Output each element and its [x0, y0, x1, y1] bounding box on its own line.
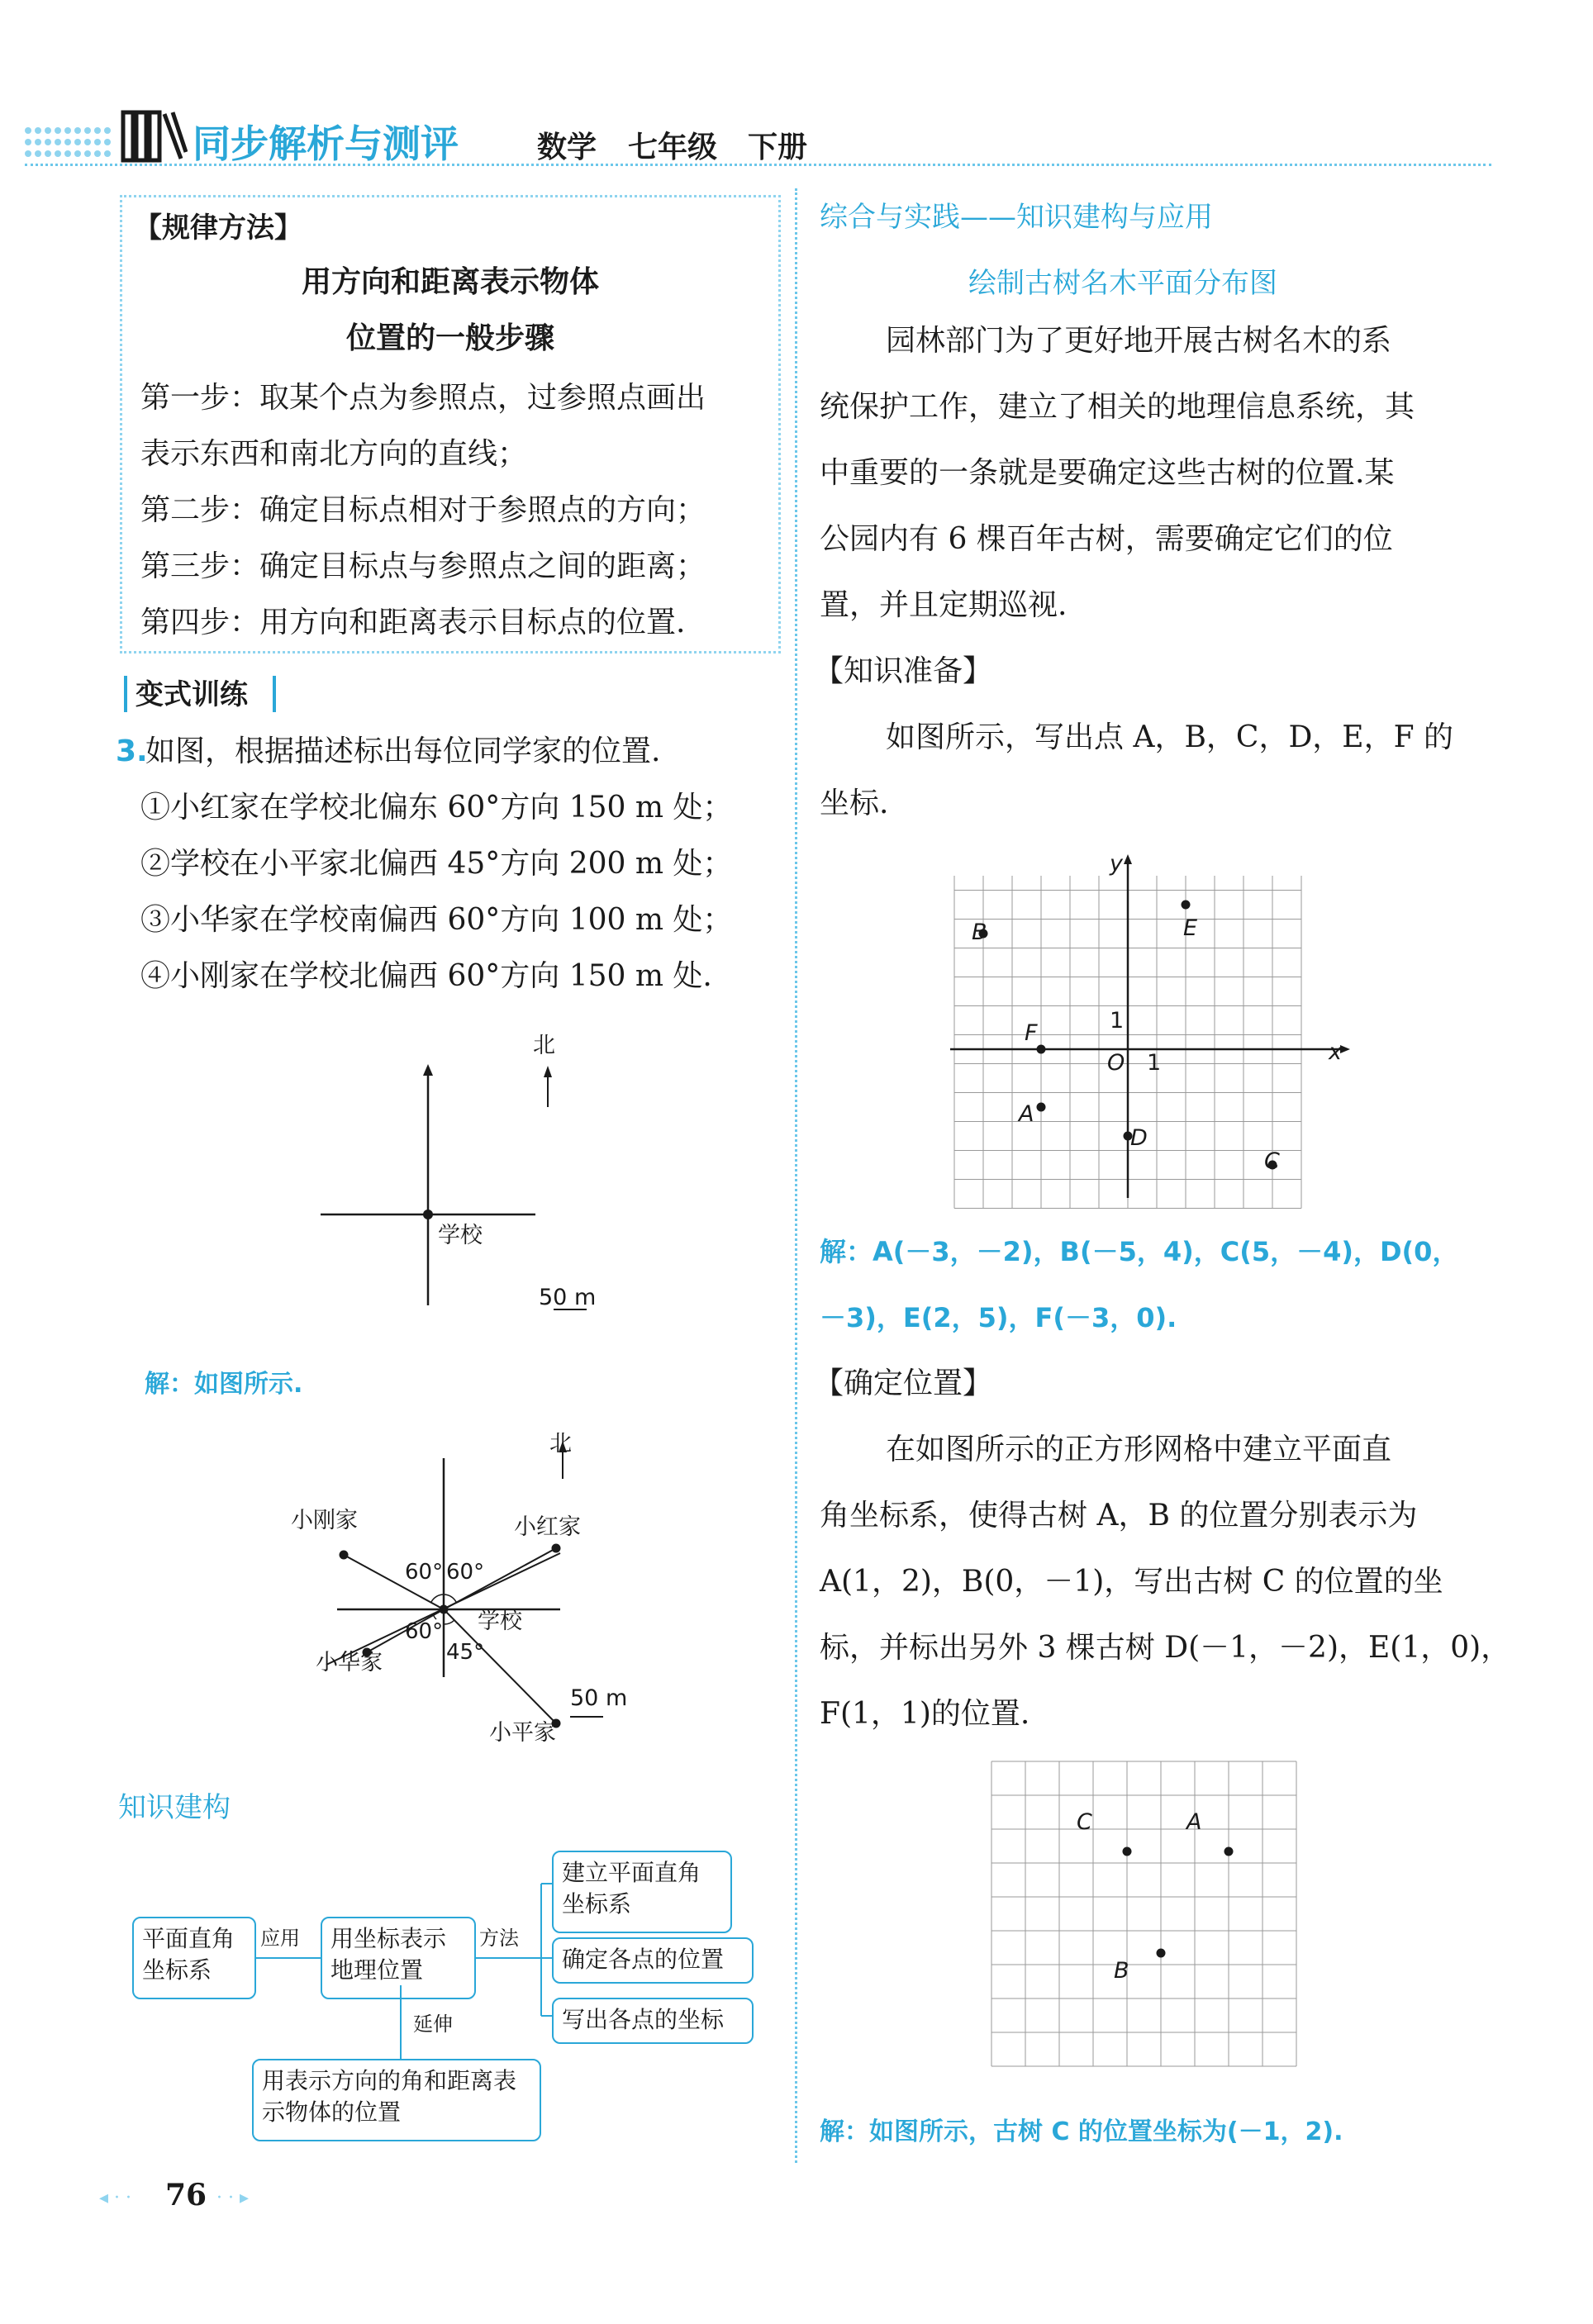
header-dots-decoration	[23, 124, 114, 160]
page-number-decoration-right: · · ▸	[216, 2188, 250, 2208]
node-method-3: 写出各点的坐标	[552, 1998, 754, 2044]
edge-extend-label: 延伸	[413, 2013, 453, 2036]
xiaohong-label: 小红家	[514, 1514, 581, 1540]
graph2-point-A	[1224, 1847, 1234, 1856]
method-title-line1: 用方向和距离表示物体	[301, 265, 599, 299]
column-divider	[795, 188, 797, 2163]
practice-intro-5: 置，并且定期巡视.	[820, 588, 1068, 622]
graph1-label-F: F	[1025, 1020, 1038, 1046]
xiaogang-point	[340, 1551, 349, 1560]
graph2-label-A: A	[1186, 1809, 1202, 1835]
method-title-line2: 位置的一般步骤	[345, 321, 554, 355]
edge-apply-label: 应用	[260, 1927, 300, 1950]
question-item-2: ②学校在小平家北偏西 45°方向 200 m 处；	[140, 847, 733, 881]
practice-intro-3: 中重要的一条就是要确定这些古树的位置.某	[820, 456, 1395, 490]
xiaogang-label: 小刚家	[291, 1508, 358, 1533]
node-geo-position: 用坐标表示地理位置	[321, 1917, 476, 1999]
method-step1b: 表示东西和南北方向的直线；	[140, 437, 528, 471]
graph1-label-C: C	[1264, 1148, 1280, 1174]
page-number: 76	[165, 2178, 207, 2212]
pos-text-5: F(1，1)的位置.	[820, 1697, 1030, 1731]
answer1-line1: 解：A(－3，－2)，B(－5，4)，C(5，－4)，D(0，	[820, 1236, 1459, 1267]
graph2-point-C	[1123, 1847, 1132, 1856]
practice-intro-1: 园林部门为了更好地开展古树名木的系	[886, 324, 1392, 358]
variant-answer: 解：如图所示.	[145, 1370, 303, 1399]
node-method-2: 确定各点的位置	[552, 1937, 754, 1984]
xiaohua-label: 小华家	[316, 1650, 383, 1675]
school-point	[440, 1605, 449, 1614]
method-heading: 【规律方法】	[134, 211, 302, 245]
angle-arc-se	[444, 1620, 454, 1624]
question-item-1: ①小红家在学校北偏东 60°方向 150 m 处；	[140, 791, 733, 825]
graph2-point-B	[1157, 1949, 1166, 1958]
pos-text-4: 标，并标出另外 3 棵古树 D(－1，－2)，E(1，0)，	[820, 1631, 1511, 1665]
method-step3: 第三步：确定目标点与参照点之间的距离；	[140, 549, 706, 583]
north-arrow-icon	[544, 1066, 552, 1077]
angle-label-sw: 60°	[405, 1619, 444, 1644]
graph1-label-B: B	[972, 920, 987, 945]
prep-text-1: 如图所示，写出点 A，B，C，D，E，F 的	[886, 720, 1454, 754]
fig2-school-label: 学校	[478, 1609, 522, 1634]
node-method-1: 建立平面直角坐标系	[552, 1851, 732, 1933]
question-item-4: ④小刚家在学校北偏西 60°方向 150 m 处.	[140, 959, 712, 993]
coordinate-graph-1	[950, 851, 1355, 1214]
question-text: 如图，根据描述标出每位同学家的位置.	[145, 734, 661, 768]
graph1-label-E: E	[1183, 915, 1198, 941]
graph1-y-label: y	[1110, 851, 1123, 877]
practice-title: 绘制古树名木平面分布图	[968, 267, 1277, 300]
answer1-line2: －3)，E(2，5)，F(－3，0).	[820, 1302, 1177, 1333]
graph1-point-E	[1182, 901, 1191, 910]
books-logo-icon	[120, 106, 188, 164]
xiaohong-point	[552, 1544, 561, 1553]
graph1-one-x: 1	[1147, 1050, 1162, 1076]
pos-heading: 【确定位置】	[814, 1366, 993, 1400]
practice-intro-4: 公园内有 6 棵百年古树，需要确定它们的位	[820, 522, 1393, 556]
fig1-scale-label: 50 m	[539, 1285, 597, 1310]
node-direction-distance: 用表示方向的角和距离表示物体的位置	[252, 2059, 541, 2141]
pos-text-2: 角坐标系，使得古树 A，B 的位置分别表示为	[820, 1499, 1418, 1533]
series-title: 同步解析与测评	[193, 121, 459, 166]
xiaoping-label: 小平家	[489, 1720, 556, 1746]
graph1-origin-label: O	[1107, 1050, 1125, 1076]
graph1-x-label: x	[1329, 1039, 1342, 1065]
knowledge-heading: 知识建构	[118, 1791, 231, 1824]
fig2-north-label: 北	[549, 1431, 572, 1457]
answer2: 解：如图所示，古树 C 的位置坐标为(－1，2).	[820, 2117, 1343, 2146]
graph1-label-D: D	[1130, 1125, 1148, 1151]
variant-heading: 变式训练	[136, 678, 248, 711]
prep-heading: 【知识准备】	[814, 654, 993, 688]
question-item-3: ③小华家在学校南偏西 60°方向 100 m 处；	[140, 903, 733, 937]
method-step2: 第二步：确定目标点相对于参照点的方向；	[140, 493, 706, 527]
angle-label-ne: 60°	[446, 1560, 485, 1585]
variant-bar-right	[273, 676, 276, 712]
pos-text-1: 在如图所示的正方形网格中建立平面直	[886, 1433, 1392, 1466]
school-point	[423, 1210, 433, 1219]
tree-grid-graph	[988, 1758, 1302, 2072]
practice-intro-2: 统保护工作，建立了相关的地理信息系统，其	[820, 390, 1415, 424]
header-rule	[25, 164, 1491, 166]
variant-bar-left	[124, 676, 127, 712]
practice-heading: 综合与实践——知识建构与应用	[820, 201, 1213, 234]
angle-label-nw: 60°	[405, 1560, 444, 1585]
y-axis-arrow-icon	[1124, 854, 1132, 864]
node-coordinate-system: 平面直角坐标系	[132, 1917, 256, 1999]
fig1-school-label: 学校	[438, 1223, 483, 1248]
grade-label: 七年级	[628, 131, 718, 164]
fig2-scale-label: 50 m	[570, 1685, 628, 1711]
graph2-label-C: C	[1077, 1809, 1092, 1835]
ns-arrow-icon	[423, 1064, 433, 1076]
graph1-label-A: A	[1019, 1101, 1034, 1127]
method-step4: 第四步：用方向和距离表示目标点的位置.	[140, 606, 686, 639]
graph2-label-B: B	[1114, 1958, 1129, 1984]
question-number: 3.	[116, 734, 148, 768]
angle-label-se: 45°	[446, 1640, 485, 1665]
graph1-point-F	[1037, 1045, 1046, 1054]
fig1-north-label: 北	[533, 1033, 555, 1058]
pos-text-3: A(1，2)，B(0，－1)，写出古树 C 的位置的坐	[820, 1565, 1443, 1599]
graph1-point-A	[1037, 1103, 1046, 1112]
edge-method-label: 方法	[479, 1927, 519, 1950]
graph1-one-y: 1	[1110, 1008, 1125, 1034]
volume-label: 下册	[748, 131, 808, 164]
method-box	[120, 195, 781, 653]
prep-text-2: 坐标.	[820, 787, 889, 820]
subject-label: 数学	[537, 131, 597, 164]
page-number-decoration-left: ◂ · ·	[99, 2188, 132, 2208]
method-step1a: 第一步：取某个点为参照点，过参照点画出	[140, 381, 706, 415]
